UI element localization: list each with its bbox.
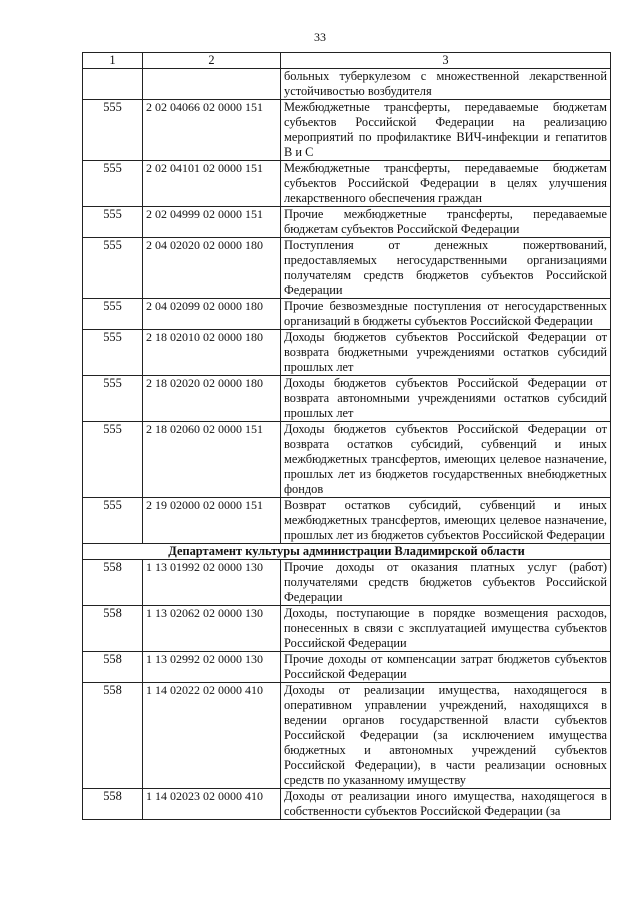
description-cell: Прочие доходы от оказания платных услуг (работ) получателями средств бюджетов субъектов Российской Федерации (281, 560, 611, 606)
table-row (83, 683, 611, 789)
admin-code-cell: 555 (83, 498, 143, 544)
description-cell: больных туберкулезом с множественной лекарственной устойчивостью возбудителя (281, 69, 611, 100)
table-row (83, 330, 611, 376)
description-cell: Доходы, поступающие в порядке возмещения расходов, понесенных в связи с эксплуатацией имущества субъектов Российской Федерации (281, 606, 611, 652)
description-cell: Межбюджетные трансферты, передаваемые бюджетам субъектов Российской Федерации на реализацию мероприятий по профилактике ВИЧ-инфекции и гепатитов B и C (281, 100, 611, 161)
table-row (83, 498, 611, 544)
budget-code-cell: 2 02 04101 02 0000 151 (143, 161, 281, 207)
section-header-row (83, 544, 611, 560)
column-header-2: 2 (143, 53, 281, 69)
budget-code-cell: 2 04 02099 02 0000 180 (143, 299, 281, 330)
description-cell: Доходы бюджетов субъектов Российской Федерации от возврата автономными учреждениями остатков субсидий прошлых лет (281, 376, 611, 422)
admin-code-cell: 555 (83, 238, 143, 299)
description-cell: Прочие безвозмездные поступления от негосударственных организаций в бюджеты субъектов Российской Федерации (281, 299, 611, 330)
admin-code-cell: 555 (83, 376, 143, 422)
admin-code-cell: 555 (83, 299, 143, 330)
table-row (83, 299, 611, 330)
table-row (83, 789, 611, 820)
description-cell: Прочие межбюджетные трансферты, передаваемые бюджетам субъектов Российской Федерации (281, 207, 611, 238)
budget-code-cell: 1 14 02022 02 0000 410 (143, 683, 281, 789)
page-number: 33 (314, 30, 326, 44)
table-row (83, 376, 611, 422)
table-row (83, 422, 611, 498)
table-row (83, 238, 611, 299)
description-cell: Прочие доходы от компенсации затрат бюджетов субъектов Российской Федерации (281, 652, 611, 683)
budget-code-cell: 2 18 02010 02 0000 180 (143, 330, 281, 376)
admin-code-cell: 558 (83, 789, 143, 820)
description-cell: Возврат остатков субсидий, субвенций и иных межбюджетных трансфертов, имеющих целевое назначение, прошлых лет из бюджетов субъектов Российской Федерации (281, 498, 611, 544)
budget-code-cell: 2 04 02020 02 0000 180 (143, 238, 281, 299)
budget-code-cell: 2 18 02060 02 0000 151 (143, 422, 281, 498)
revenue-codes-table (82, 52, 611, 820)
budget-code-cell: 2 18 02020 02 0000 180 (143, 376, 281, 422)
column-header-1: 1 (83, 53, 143, 69)
table-row (83, 606, 611, 652)
description-cell: Доходы бюджетов субъектов Российской Федерации от возврата бюджетными учреждениями остатков субсидий прошлых лет (281, 330, 611, 376)
admin-code-cell: 558 (83, 606, 143, 652)
description-cell: Поступления от денежных пожертвований, предоставляемых негосударственными организациями получателям средств бюджетов субъектов Российской Федерации (281, 238, 611, 299)
column-header-3: 3 (281, 53, 611, 69)
admin-code-cell: 558 (83, 652, 143, 683)
budget-code-cell: 1 13 02992 02 0000 130 (143, 652, 281, 683)
admin-code-cell: 555 (83, 207, 143, 238)
admin-code-cell: 558 (83, 560, 143, 606)
table-row (83, 69, 611, 100)
admin-code-cell: 555 (83, 422, 143, 498)
section-title: Департамент культуры администрации Владимирской области (83, 544, 611, 560)
table-row (83, 100, 611, 161)
budget-code-cell: 2 02 04066 02 0000 151 (143, 100, 281, 161)
budget-code-cell: 2 02 04999 02 0000 151 (143, 207, 281, 238)
table-row (83, 207, 611, 238)
description-cell: Доходы бюджетов субъектов Российской Федерации от возврата остатков субсидий, субвенций и иных межбюджетных трансфертов, имеющих целевое назначение, прошлых лет из бюджетов государственных внебюджетных фондов (281, 422, 611, 498)
admin-code-cell: 555 (83, 330, 143, 376)
budget-code-cell: 2 19 02000 02 0000 151 (143, 498, 281, 544)
budget-code-cell (143, 69, 281, 100)
description-cell: Доходы от реализации иного имущества, находящегося в собственности субъектов Российской Федерации (за (281, 789, 611, 820)
budget-code-cell: 1 14 02023 02 0000 410 (143, 789, 281, 820)
table-row (83, 560, 611, 606)
admin-code-cell: 555 (83, 161, 143, 207)
admin-code-cell: 558 (83, 683, 143, 789)
description-cell: Межбюджетные трансферты, передаваемые бюджетам субъектов Российской Федерации в целях улучшения лекарственного обеспечения граждан (281, 161, 611, 207)
admin-code-cell: 555 (83, 100, 143, 161)
table-header-row (83, 53, 611, 69)
budget-code-cell: 1 13 01992 02 0000 130 (143, 560, 281, 606)
table-row (83, 161, 611, 207)
admin-code-cell (83, 69, 143, 100)
table-row (83, 652, 611, 683)
budget-code-cell: 1 13 02062 02 0000 130 (143, 606, 281, 652)
description-cell: Доходы от реализации имущества, находящегося в оперативном управлении учреждений, находящихся в ведении органов государственной власти субъектов Российской Федерации (за исключением имущества бюджетных и автономных учреждений субъектов Российской Федерации), в части реализации основных средств по указанному имуществу (281, 683, 611, 789)
